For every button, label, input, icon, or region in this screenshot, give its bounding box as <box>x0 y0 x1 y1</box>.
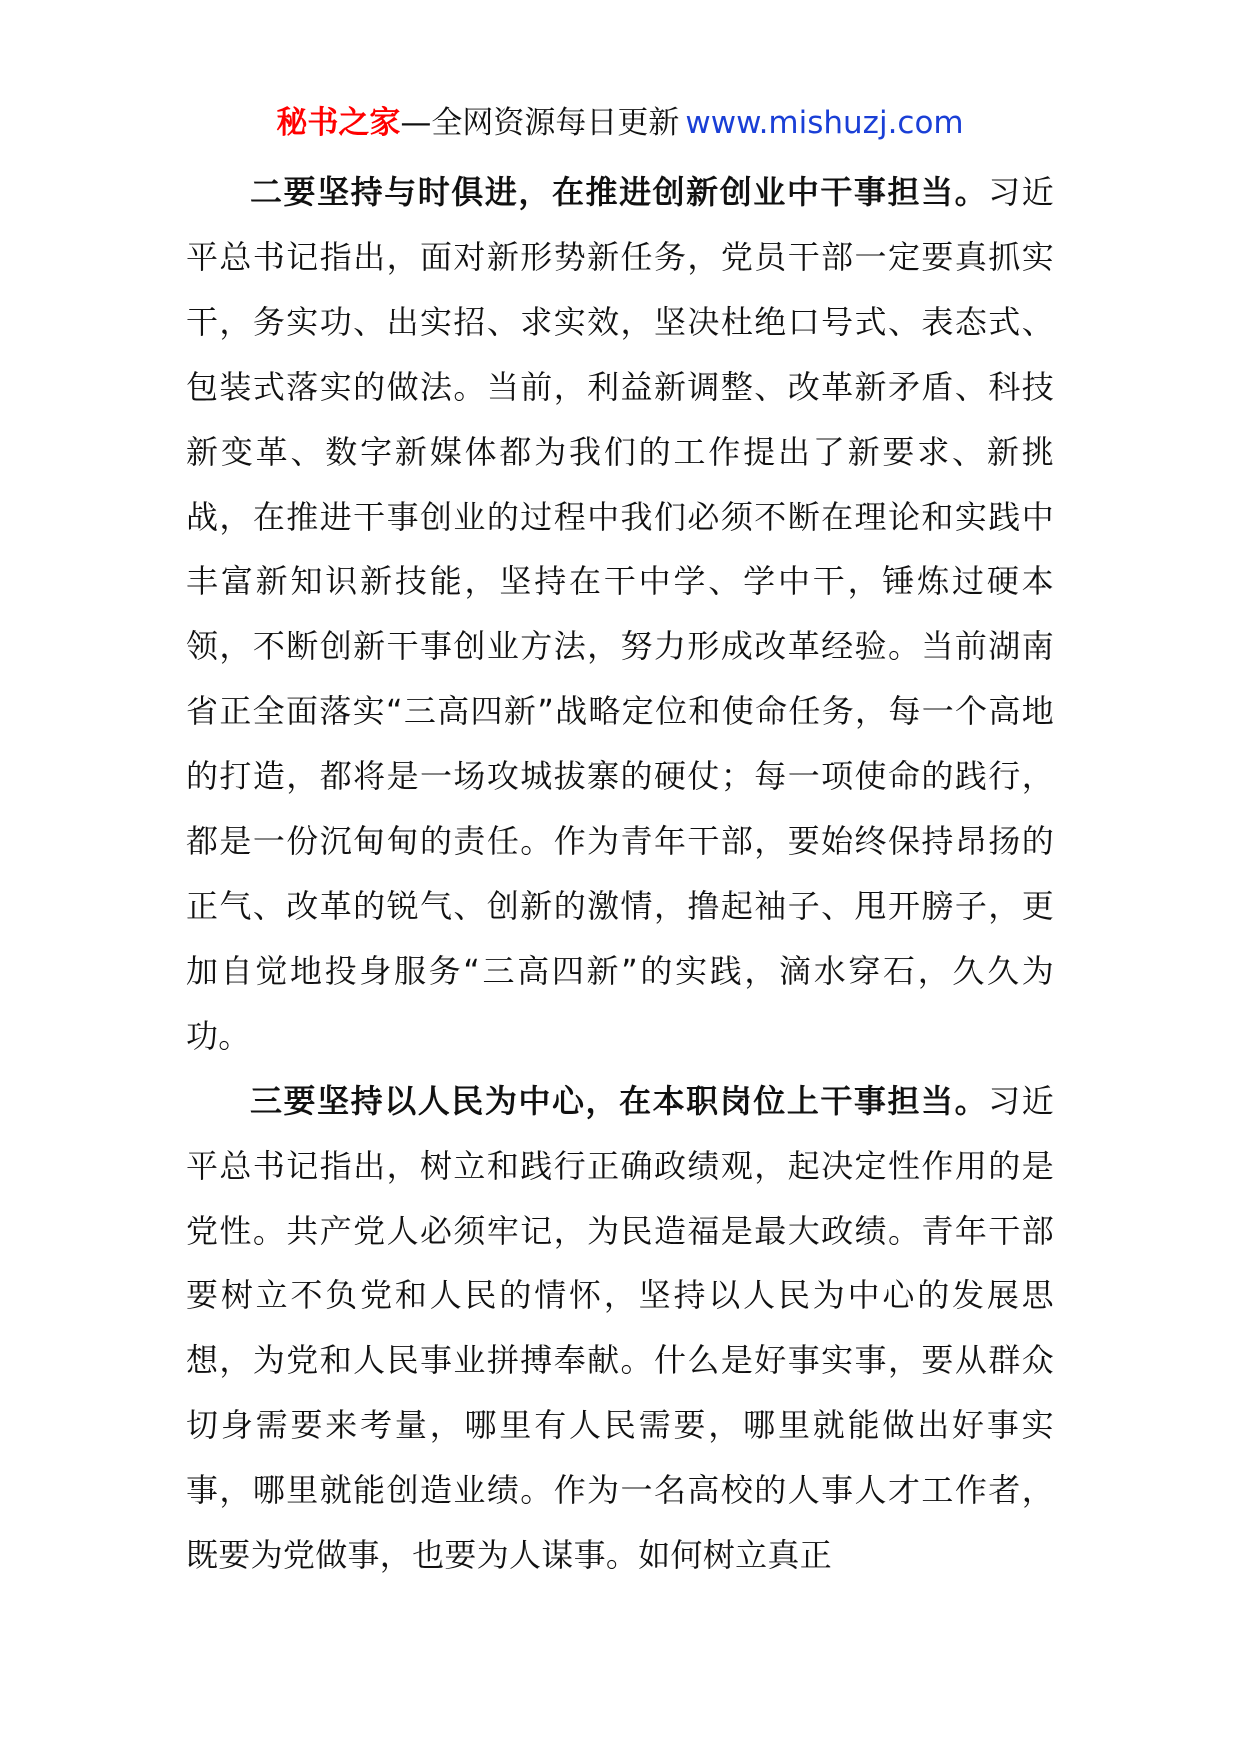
paragraph-lead: 三要坚持以人民为中心，在本职岗位上干事担当。 <box>250 1081 989 1120</box>
paragraph-text: 习近平总书记指出，面对新形势新任务，党员干部一定要真抓实干，务实功、出实招、求实效，坚决杜绝口号式、表态式、包装式落实的做法。当前，利益新调整、改革新矛盾、科技新变革、数字新媒体都为我们的工作提出了新要求、新挑战，在推进干事创业的过程中我们必须不断在理论和实践中丰富新知识新技能，坚持在干中学、学中干，锤炼过硬本领，不断创新干事创业方法，努力形成改革经验。当前湖南省正全面落实“三高四新”战略定位和使命任务，每一个高地的打造，都将是一场攻城拔寨的硬仗；每一项使命的践行，都是一份沉甸甸的责任。作为青年干部，要始终保持昂扬的正气、改革的锐气、创新的激情，撸起袖子、甩开膀子，更加自觉地投身服务“三高四新”的实践，滴水穿石，久久为功。 <box>186 173 1054 1055</box>
header-slogan: —全网资源每日更新 <box>400 105 680 141</box>
paragraph-2 <box>186 160 1054 1069</box>
paragraph-lead: 二要坚持与时俱进，在推进创新创业中干事担当。 <box>250 173 989 211</box>
header-brand: 秘书之家 <box>276 105 401 141</box>
header-url-link[interactable]: www.mishuzj.com <box>685 105 964 141</box>
document-body <box>186 160 1054 1588</box>
paragraph-3 <box>186 1069 1054 1588</box>
page-header <box>0 98 1240 148</box>
paragraph-text: 习近平总书记指出，树立和践行正确政绩观，起决定性作用的是党性。共产党人必须牢记，为民造福是最大政绩。青年干部要树立不负党和人民的情怀，坚持以人民为中心的发展思想，为党和人民事业拼搏奉献。什么是好事实事，要从群众切身需要来考量，哪里有人民需要，哪里就能做出好事实事，哪里就能创造业绩。作为一名高校的人事人才工作者，既要为党做事，也要为人谋事。如何树立真正 <box>186 1081 1054 1575</box>
